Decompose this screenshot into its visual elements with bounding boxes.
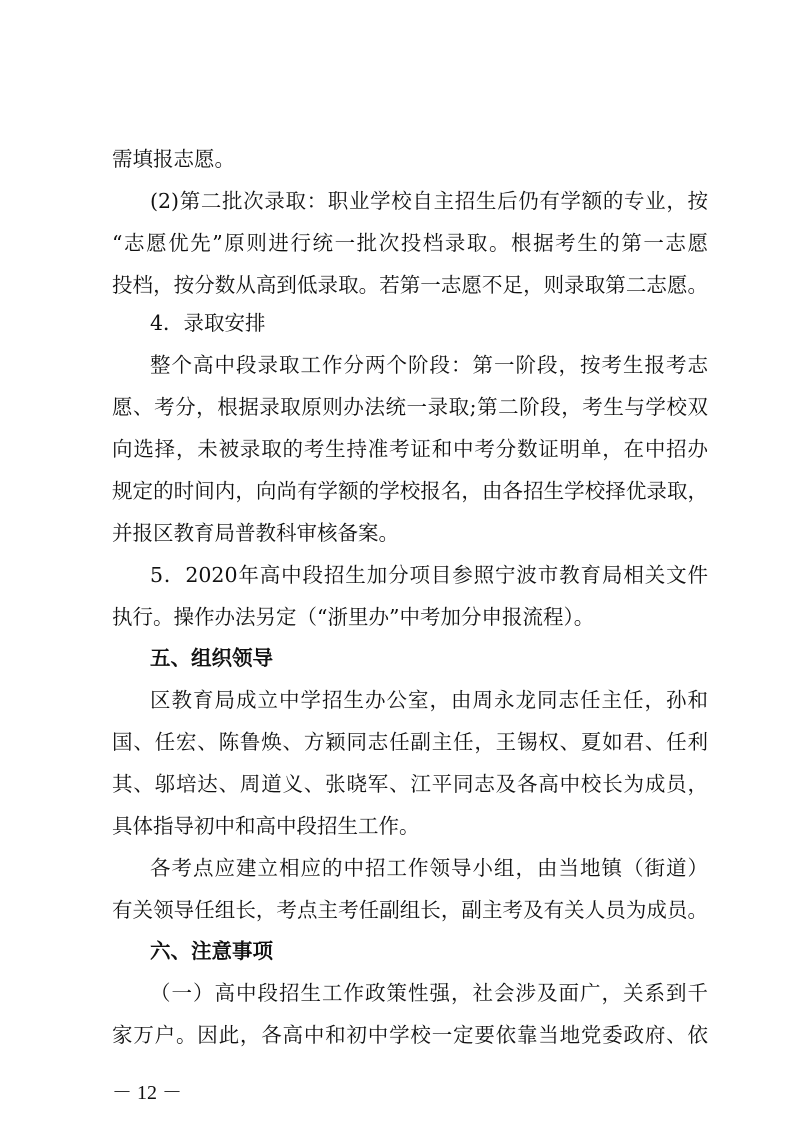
page-number: － 12 － bbox=[112, 1082, 182, 1104]
paragraph-line: 向选择，未被录取的考生持准考证和中考分数证明单，在中招办 bbox=[112, 437, 708, 461]
paragraph-line: “志愿优先”原则进行统一批次投档录取。根据考生的第一志愿 bbox=[112, 231, 708, 255]
section-heading: 六、注意事项 bbox=[150, 939, 273, 963]
section-subheading: 4．录取安排 bbox=[150, 311, 266, 335]
paragraph-line: 并报区教育局普教科审核备案。 bbox=[112, 521, 399, 545]
paragraph-line: 家万户。因此，各高中和初中学校一定要依靠当地党委政府、依 bbox=[112, 1023, 708, 1047]
paragraph-line: 愿、考分，根据录取原则办法统一录取;第二阶段，考生与学校双 bbox=[112, 395, 708, 419]
paragraph-line: （一）高中段招生工作政策性强，社会涉及面广，关系到千 bbox=[150, 981, 708, 1005]
paragraph-line: 5．2020年高中段招生加分项目参照宁波市教育局相关文件 bbox=[150, 563, 708, 587]
paragraph-line: 有关领导任组长，考点主考任副组长，副主考及有关人员为成员。 bbox=[112, 898, 708, 922]
paragraph-line: 其、邬培达、周道义、张晓军、江平同志及各高中校长为成员， bbox=[112, 772, 708, 796]
paragraph-line: 整个高中段录取工作分两个阶段：第一阶段，按考生报考志 bbox=[150, 353, 708, 377]
paragraph-line: 规定的时间内，向尚有学额的学校报名，由各招生学校择优录取， bbox=[112, 479, 708, 503]
paragraph-line: 区教育局成立中学招生办公室，由周永龙同志任主任，孙和 bbox=[150, 688, 708, 712]
paragraph-line: (2)第二批次录取：职业学校自主招生后仍有学额的专业，按 bbox=[150, 189, 708, 213]
paragraph-line: 需填报志愿。 bbox=[112, 147, 235, 171]
paragraph-line: 投档，按分数从高到低录取。若第一志愿不足，则录取第二志愿。 bbox=[112, 273, 708, 297]
paragraph-line: 国、任宏、陈鲁焕、方颖同志任副主任，王锡权、夏如君、任利 bbox=[112, 730, 708, 754]
paragraph-line: 各考点应建立相应的中招工作领导小组，由当地镇（街道） bbox=[150, 856, 708, 880]
section-heading: 五、组织领导 bbox=[150, 646, 273, 670]
paragraph-line: 具体指导初中和高中段招生工作。 bbox=[112, 814, 420, 838]
paragraph-line: 执行。操作办法另定（“浙里办”中考加分申报流程）。 bbox=[112, 605, 595, 629]
